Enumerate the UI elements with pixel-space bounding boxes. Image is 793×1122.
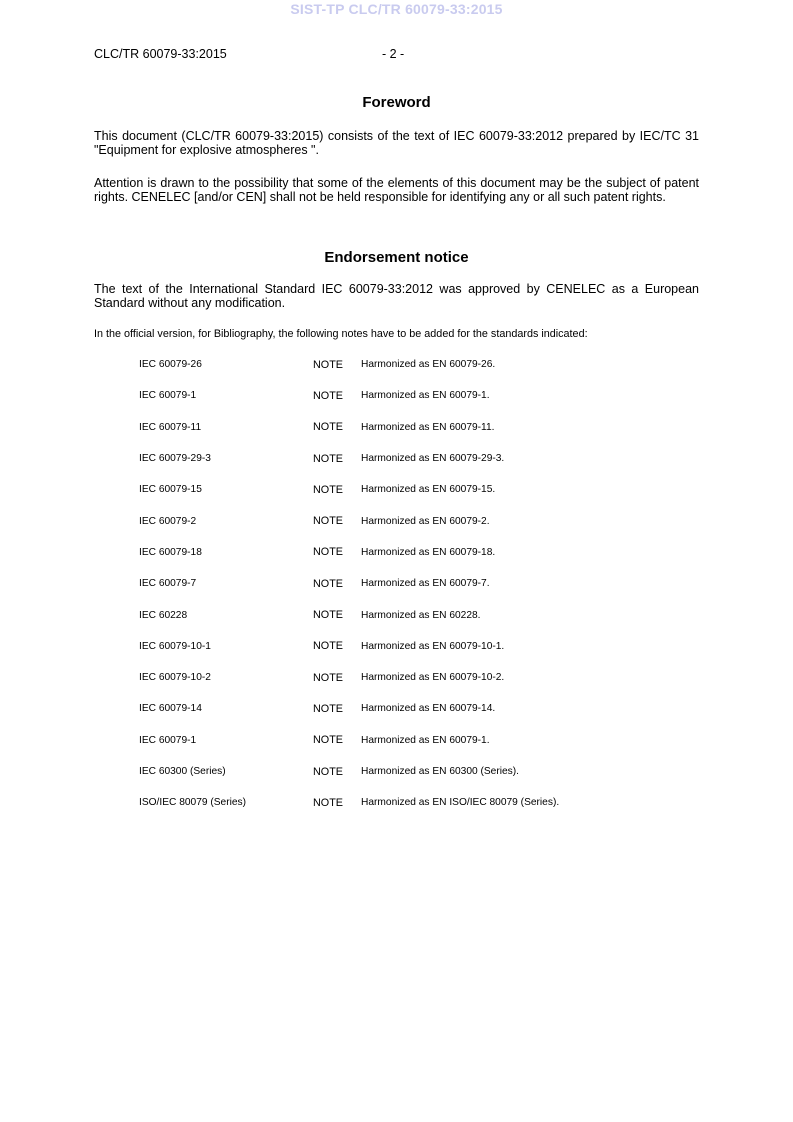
note-label: NOTE [313, 796, 343, 809]
note-label: NOTE [313, 515, 343, 528]
note-row [139, 537, 699, 568]
note-label: NOTE [313, 452, 343, 465]
patent-rights-paragraph: Attention is drawn to the possibility that some of the elements of this document may be the subject of patent rights. CENELEC [and/or CEN] shall not be held responsible for identifying any or all such patent rights. [94, 176, 699, 204]
note-text: Harmonized as EN 60079-1. [361, 390, 490, 402]
note-standard: IEC 60228 [139, 609, 188, 621]
note-text: Harmonized as EN 60079-10-1. [361, 640, 505, 652]
note-row [139, 787, 699, 818]
bibliography-intro: In the official version, for Bibliography, the following notes have to be added for the standards indicated: [94, 328, 588, 340]
note-text: Harmonized as EN 60079-11. [361, 421, 495, 433]
note-text: Harmonized as EN 60079-26. [361, 359, 496, 371]
note-label: NOTE [313, 421, 343, 434]
note-label: NOTE [313, 702, 343, 715]
note-standard: IEC 60079-29-3 [139, 453, 211, 465]
note-text: Harmonized as EN 60079-7. [361, 578, 490, 590]
note-standard: IEC 60079-10-1 [139, 640, 211, 652]
note-label: NOTE [313, 609, 343, 622]
note-label: NOTE [313, 577, 343, 590]
note-label: NOTE [313, 765, 343, 778]
note-text: Harmonized as EN 60079-14. [361, 703, 496, 715]
note-standard: IEC 60079-26 [139, 359, 202, 371]
note-label: NOTE [313, 389, 343, 402]
note-standard: IEC 60079-18 [139, 546, 202, 558]
note-text: Harmonized as EN 60079-10-2. [361, 672, 505, 684]
note-standard: IEC 60079-1 [139, 734, 197, 746]
note-text: Harmonized as EN 60079-1. [361, 734, 490, 746]
note-text: Harmonized as EN 60228. [361, 609, 481, 621]
note-text: Harmonized as EN 60079-29-3. [361, 453, 505, 465]
note-row [139, 631, 699, 662]
note-row [139, 599, 699, 630]
note-label: NOTE [313, 734, 343, 747]
note-row [139, 412, 699, 443]
page-number: - 2 - [382, 47, 405, 61]
watermark: SIST-TP CLC/TR 60079-33:2015 [290, 1, 503, 17]
note-row [139, 725, 699, 756]
note-row [139, 662, 699, 693]
note-row [139, 505, 699, 536]
note-label: NOTE [313, 671, 343, 684]
note-text: Harmonized as EN ISO/IEC 80079 (Series). [361, 797, 560, 809]
note-text: Harmonized as EN 60079-2. [361, 515, 490, 527]
note-standard: IEC 60079-10-2 [139, 672, 211, 684]
note-standard: IEC 60079-14 [139, 703, 202, 715]
note-label: NOTE [313, 640, 343, 653]
note-standard: IEC 60079-11 [139, 421, 202, 433]
endorsement-title: Endorsement notice [324, 249, 469, 266]
note-row [139, 568, 699, 599]
note-text: Harmonized as EN 60300 (Series). [361, 766, 519, 777]
note-row [139, 693, 699, 724]
note-row [139, 474, 699, 505]
note-row [139, 349, 699, 380]
note-standard: ISO/IEC 80079 (Series) [139, 797, 247, 809]
note-label: NOTE [313, 358, 343, 371]
note-standard: IEC 60300 (Series) [139, 766, 226, 777]
endorsement-paragraph: The text of the International Standard IEC 60079-33:2012 was approved by CENELEC as a European Standard without any modification. [94, 282, 699, 310]
bibliography-notes-table [139, 349, 699, 818]
note-row [139, 756, 699, 787]
note-standard: IEC 60079-15 [139, 484, 202, 496]
note-row [139, 380, 699, 411]
note-row [139, 443, 699, 474]
note-standard: IEC 60079-7 [139, 578, 197, 590]
note-standard: IEC 60079-2 [139, 515, 197, 527]
foreword-title: Foreword [362, 94, 431, 111]
note-standard: IEC 60079-1 [139, 390, 197, 402]
document-id: CLC/TR 60079-33:2015 [94, 47, 227, 61]
note-label: NOTE [313, 546, 343, 559]
note-text: Harmonized as EN 60079-18. [361, 546, 496, 558]
note-text: Harmonized as EN 60079-15. [361, 484, 496, 496]
note-label: NOTE [313, 483, 343, 496]
foreword-paragraph: This document (CLC/TR 60079-33:2015) consists of the text of IEC 60079-33:2012 prepared by IEC/TC 31 "Equipment for explosive atmospheres ". [94, 129, 699, 157]
